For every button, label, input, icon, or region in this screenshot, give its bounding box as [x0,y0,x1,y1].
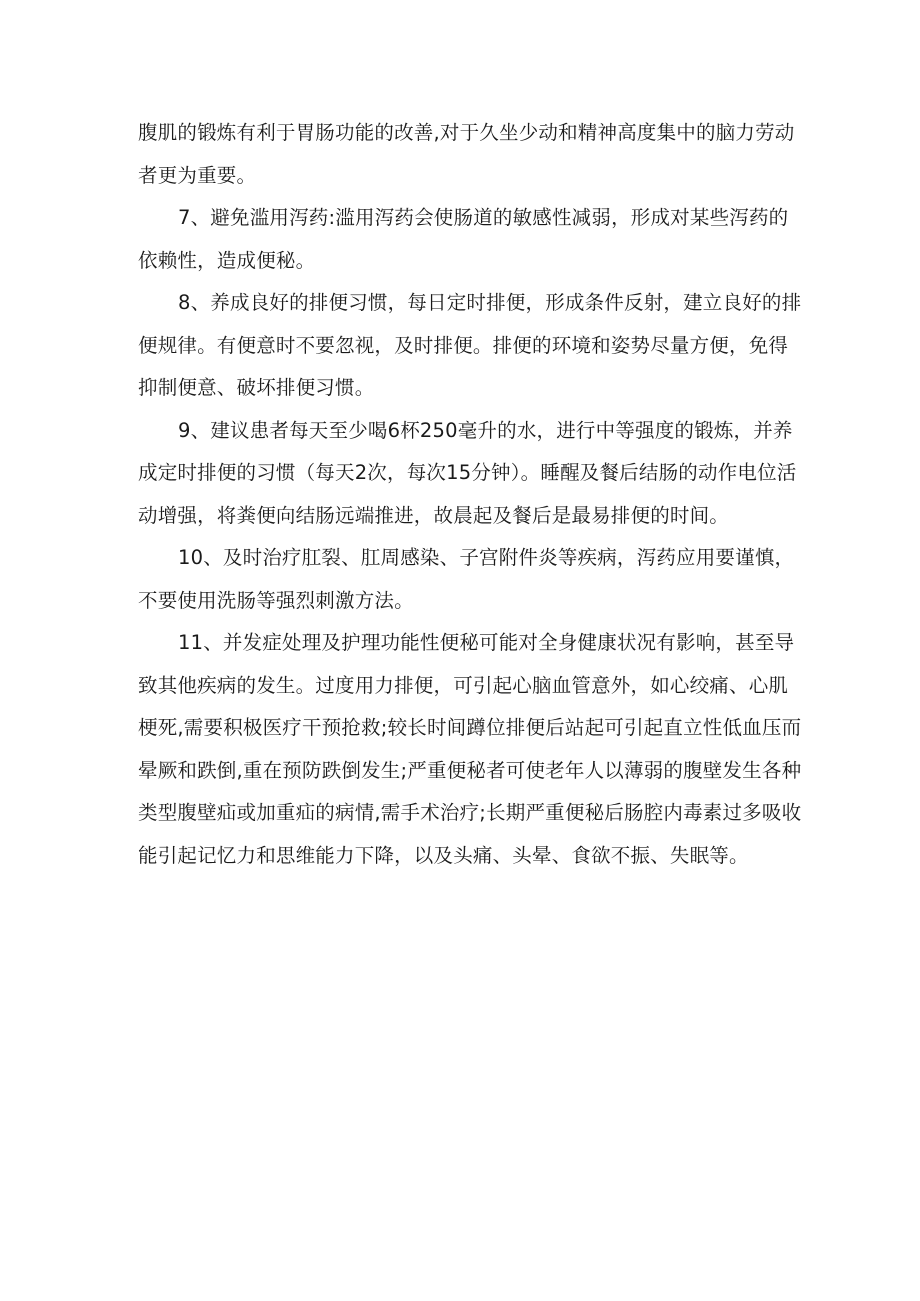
paragraph-item-9: 9、建议患者每天至少喝6杯250毫升的水，进行中等强度的锻炼，并养成定时排便的习惯（每天2次，每次15分钟）。睡醒及餐后结肠的动作电位活动增强，将粪便向结肠远端推进，故晨起及餐后是最易排便的时间。 [138,418,797,527]
paragraph-item-10: 10、及时治疗肛裂、肛周感染、子宫附件炎等疾病，泻药应用要谨慎，不要使用洗肠等强烈刺激方法。 [138,546,795,612]
paragraph-item-11: 11、并发症处理及护理功能性便秘可能对全身健康状况有影响，甚至导致其他疾病的发生。过度用力排便，可引起心脑血管意外，如心绞痛、心肌梗死,需要积极医疗干预抢救;较长时间蹲位排便后站起可引起直立性低血压而晕厥和跌倒,重在预防跌倒发生;严重便秘者可使老年人以薄弱的腹壁发生各种类型腹壁疝或加重疝的病情,需手术治疗;长期严重便秘后肠腔内毒素过多吸收能引起记忆力和思维能力下降，以及头痛、头晕、食欲不振、失眠等。 [138,631,802,867]
document-body [138,112,802,877]
paragraph-item-8: 8、养成良好的排便习惯，每日定时排便，形成条件反射，建立良好的排便规律。有便意时不要忽视，及时排便。排便的环境和姿势尽量方便，免得抑制便意、破坏排便习惯。 [138,291,802,399]
paragraph-item-7: 7、避免滥用泻药:滥用泻药会使肠道的敏感性减弱，形成对某些泻药的依赖性，造成便秘。 [138,206,789,272]
paragraph-abdominal-exercise: 腹肌的锻炼有利于胃肠功能的改善,对于久坐少动和精神高度集中的脑力劳动者更为重要。 [138,121,795,187]
